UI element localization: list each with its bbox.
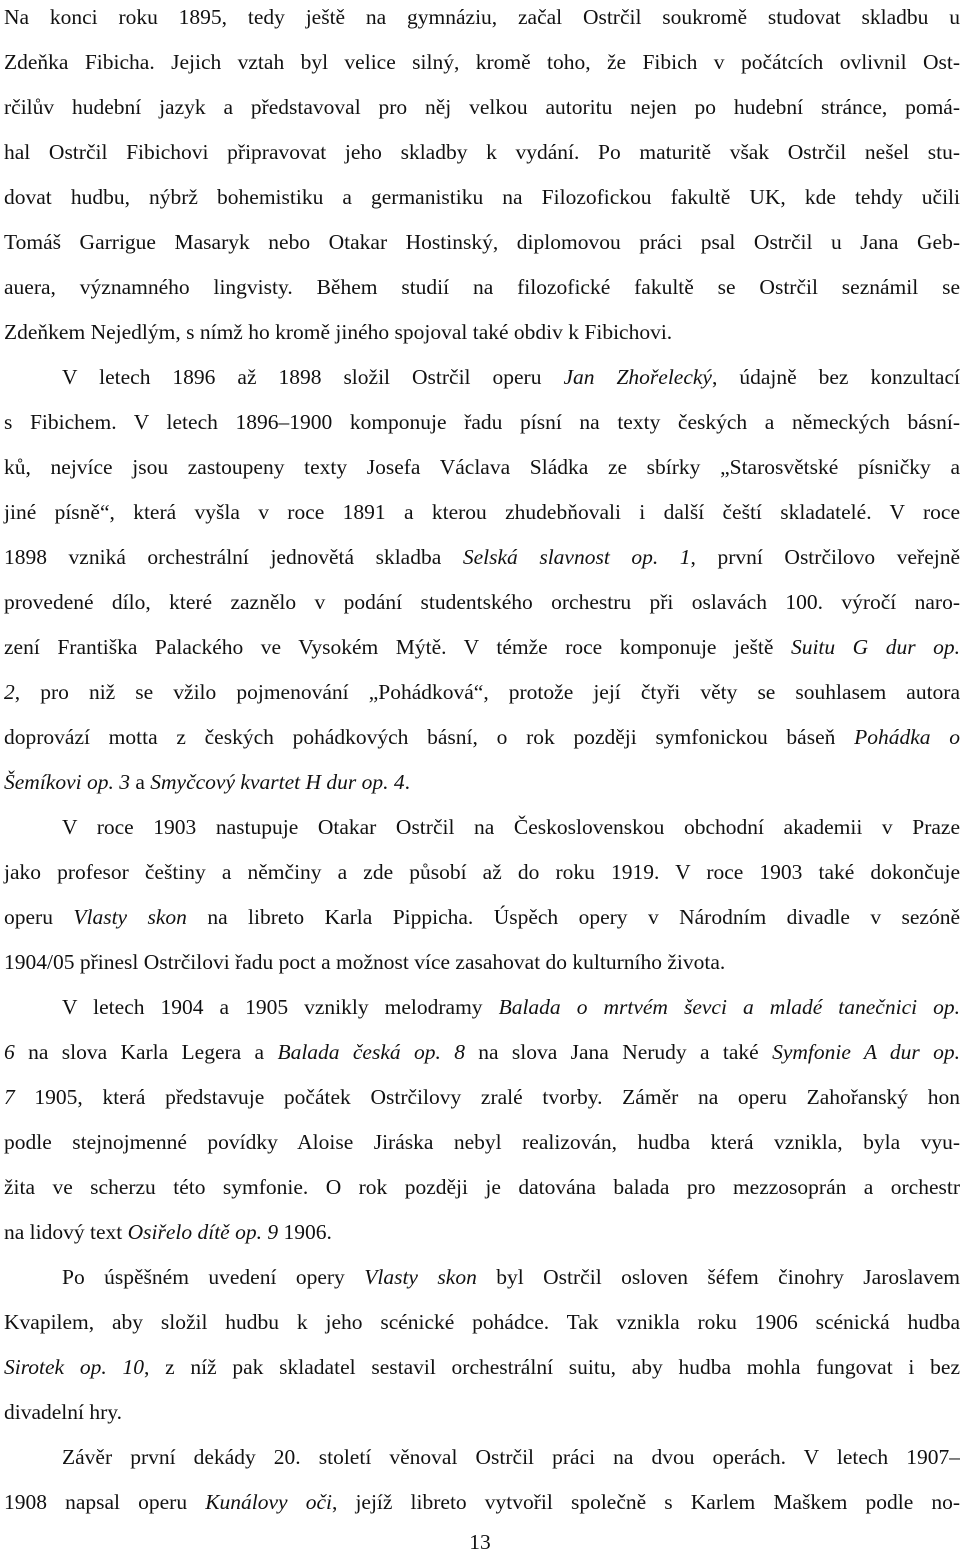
text-line — [4, 452, 960, 482]
text-line — [62, 1442, 960, 1472]
text-line — [4, 182, 960, 212]
text-line — [4, 227, 960, 257]
text-run: jiné písně“, která vyšla v roce 1891 a kterou zhudebňovali i další čeští skladatelé. V roce — [4, 500, 960, 524]
text-run: žita ve scherzu této symfonie. O rok později je datována balada pro mezzosoprán a orchestr — [4, 1175, 960, 1199]
text-line — [4, 1352, 960, 1382]
text-run: jako profesor češtiny a němčiny a zde působí až do roku 1919. V roce 1903 také dokončuje — [4, 860, 960, 884]
text-run: V letech 1904 a 1905 vznikly melodramy — [62, 995, 499, 1019]
text-run: , první Ostrčilovo veřejně — [690, 545, 960, 569]
italic-title: Jan Zhořelecký — [563, 365, 712, 389]
text-line — [4, 2, 960, 32]
text-run: divadelní hry. — [4, 1400, 123, 1424]
text-line — [4, 767, 960, 797]
text-line — [4, 722, 960, 752]
text-run: V letech 1896 až 1898 složil Ostrčil operu — [62, 365, 564, 389]
text-line — [4, 1127, 960, 1157]
text-run: auera, významného lingvisty. Během studií na filozofické fakultě se Ostrčil seznámil se — [4, 275, 960, 299]
text-run: byl Ostrčil osloven šéfem činohry Jaroslavem — [476, 1265, 960, 1289]
text-run: provedené dílo, které zaznělo v podání studentského orchestru při oslavách 100. výročí naro- — [4, 590, 960, 614]
text-run: a — [129, 770, 151, 794]
text-run: Na konci roku 1895, tedy ještě na gymnáziu, začal Ostrčil soukromě studovat skladbu u — [4, 5, 960, 29]
text-run: , z níž pak skladatel sestavil orchestrální suitu, aby hudba mohla fungovat i bez — [143, 1355, 960, 1379]
text-line — [62, 992, 960, 1022]
text-line — [62, 1262, 960, 1292]
text-line — [4, 902, 960, 932]
text-run: Tomáš Garrigue Masaryk nebo Otakar Hostinský, diplomovou práci psal Ostrčil u Jana Geb- — [4, 230, 960, 254]
text-line — [4, 92, 960, 122]
italic-title: 6 — [4, 1040, 15, 1064]
text-run: Kvapilem, aby složil hudbu k jeho scénické pohádce. Tak vznikla roku 1906 scénická hudba — [4, 1310, 960, 1334]
text-run: na lidový text — [4, 1220, 128, 1244]
text-run: rčilův hudební jazyk a představoval pro něj velkou autoritu nejen po hudební stránce, pomá- — [4, 95, 960, 119]
text-line — [62, 812, 960, 842]
text-line — [4, 542, 960, 572]
text-line — [4, 1037, 960, 1067]
text-run: . — [404, 770, 410, 794]
italic-title: Symfonie A dur op. — [772, 1040, 960, 1064]
text-run: V roce 1903 nastupuje Otakar Ostrčil na Československou obchodní akademii v Praze — [62, 815, 960, 839]
italic-title: Sirotek op. 10 — [4, 1355, 144, 1379]
text-run: na libreto Karla Pippicha. Úspěch opery v Národním divadle v sezóně — [186, 905, 960, 929]
italic-title: Pohádka o — [854, 725, 960, 749]
italic-title: Vlasty skon — [73, 905, 187, 929]
text-run: na slova Karla Legera a — [14, 1040, 278, 1064]
text-run: , jejíž libreto vytvořil společně s Karlem Maškem podle no- — [331, 1490, 960, 1514]
text-run: podle stejnojmenné povídky Aloise Jiráska nebyl realizován, hudba která vznikla, byla vyu- — [4, 1130, 960, 1154]
text-line — [4, 272, 960, 302]
text-line — [4, 1217, 960, 1247]
text-run: 1906. — [278, 1220, 332, 1244]
italic-title: Šemíkovi op. 3 — [4, 770, 130, 794]
italic-title: 2 — [4, 680, 15, 704]
text-run: , pro niž se vžilo pojmenování „Pohádková“, protože její čtyři věty se souhlasem autora — [14, 680, 960, 704]
page-number: 13 — [469, 1530, 491, 1554]
italic-title: Balada o mrtvém ševci a mladé tanečnici op. — [498, 995, 960, 1019]
text-line — [4, 47, 960, 77]
text-line — [4, 1397, 960, 1427]
text-run: Závěr první dekády 20. století věnoval Ostrčil práci na dvou operách. V letech 1907– — [62, 1445, 960, 1469]
text-line — [4, 1082, 960, 1112]
text-run: operu — [4, 905, 74, 929]
text-run: dovat hudbu, nýbrž bohemistiku a germanistiku na Filozofickou fakultě UK, kde tehdy učili — [4, 185, 960, 209]
text-run: doprovází motta z českých pohádkových básní, o rok později symfonickou báseň — [4, 725, 855, 749]
text-run: hal Ostrčil Fibichovi připravovat jeho skladby k vydání. Po maturitě však Ostrčil nešel stu- — [4, 140, 960, 164]
text-line — [4, 677, 960, 707]
italic-title: Osiřelo dítě op. 9 — [127, 1220, 279, 1244]
italic-title: Kunálovy oči — [205, 1490, 332, 1514]
text-line — [4, 317, 960, 347]
text-line — [4, 1172, 960, 1202]
text-line — [4, 857, 960, 887]
text-line — [4, 1307, 960, 1337]
italic-title: Suitu G dur op. — [790, 635, 960, 659]
text-line — [4, 587, 960, 617]
text-line — [4, 497, 960, 527]
text-run: 1905, která představuje počátek Ostrčilovy zralé tvorby. Záměr na operu Zahořanský hon — [14, 1085, 960, 1109]
text-line — [4, 137, 960, 167]
italic-title: Vlasty skon — [364, 1265, 477, 1289]
text-run: 1898 vzniká orchestrální jednovětá skladba — [4, 545, 463, 569]
text-run: Zdeňkem Nejedlým, s nímž ho kromě jiného spojoval také obdiv k Fibichovi. — [4, 320, 673, 344]
text-run: zení Františka Palackého ve Vysokém Mýtě. V témže roce komponuje ještě — [4, 635, 791, 659]
text-run: na slova Jana Nerudy a také — [464, 1040, 773, 1064]
text-run: s Fibichem. V letech 1896–1900 komponuje řadu písní na texty českých a německých básní- — [4, 410, 960, 434]
text-line — [4, 947, 960, 977]
italic-title: Smyčcový kvartet H dur op. 4 — [150, 770, 405, 794]
text-line — [62, 362, 960, 392]
text-run: 1904/05 přinesl Ostrčilovi řadu poct a možnost více zasahovat do kulturního života. — [4, 950, 726, 974]
text-line — [4, 632, 960, 662]
italic-title: Balada česká op. 8 — [277, 1040, 465, 1064]
text-run: Po úspěšném uvedení opery — [62, 1265, 365, 1289]
text-line — [4, 1487, 960, 1517]
italic-title: 7 — [4, 1085, 15, 1109]
text-run: , údajně bez konzultací — [711, 365, 960, 389]
text-run: ků, nejvíce jsou zastoupeny texty Josefa Václava Sládka ze sbírky „Starosvětské písničky a — [4, 455, 960, 479]
text-line — [4, 407, 960, 437]
italic-title: Selská slavnost op. 1 — [462, 545, 691, 569]
text-run: Zdeňka Fibicha. Jejich vztah byl velice silný, kromě toho, že Fibich v počátcích ovlivnil Ost- — [4, 50, 960, 74]
text-run: 1908 napsal operu — [4, 1490, 206, 1514]
